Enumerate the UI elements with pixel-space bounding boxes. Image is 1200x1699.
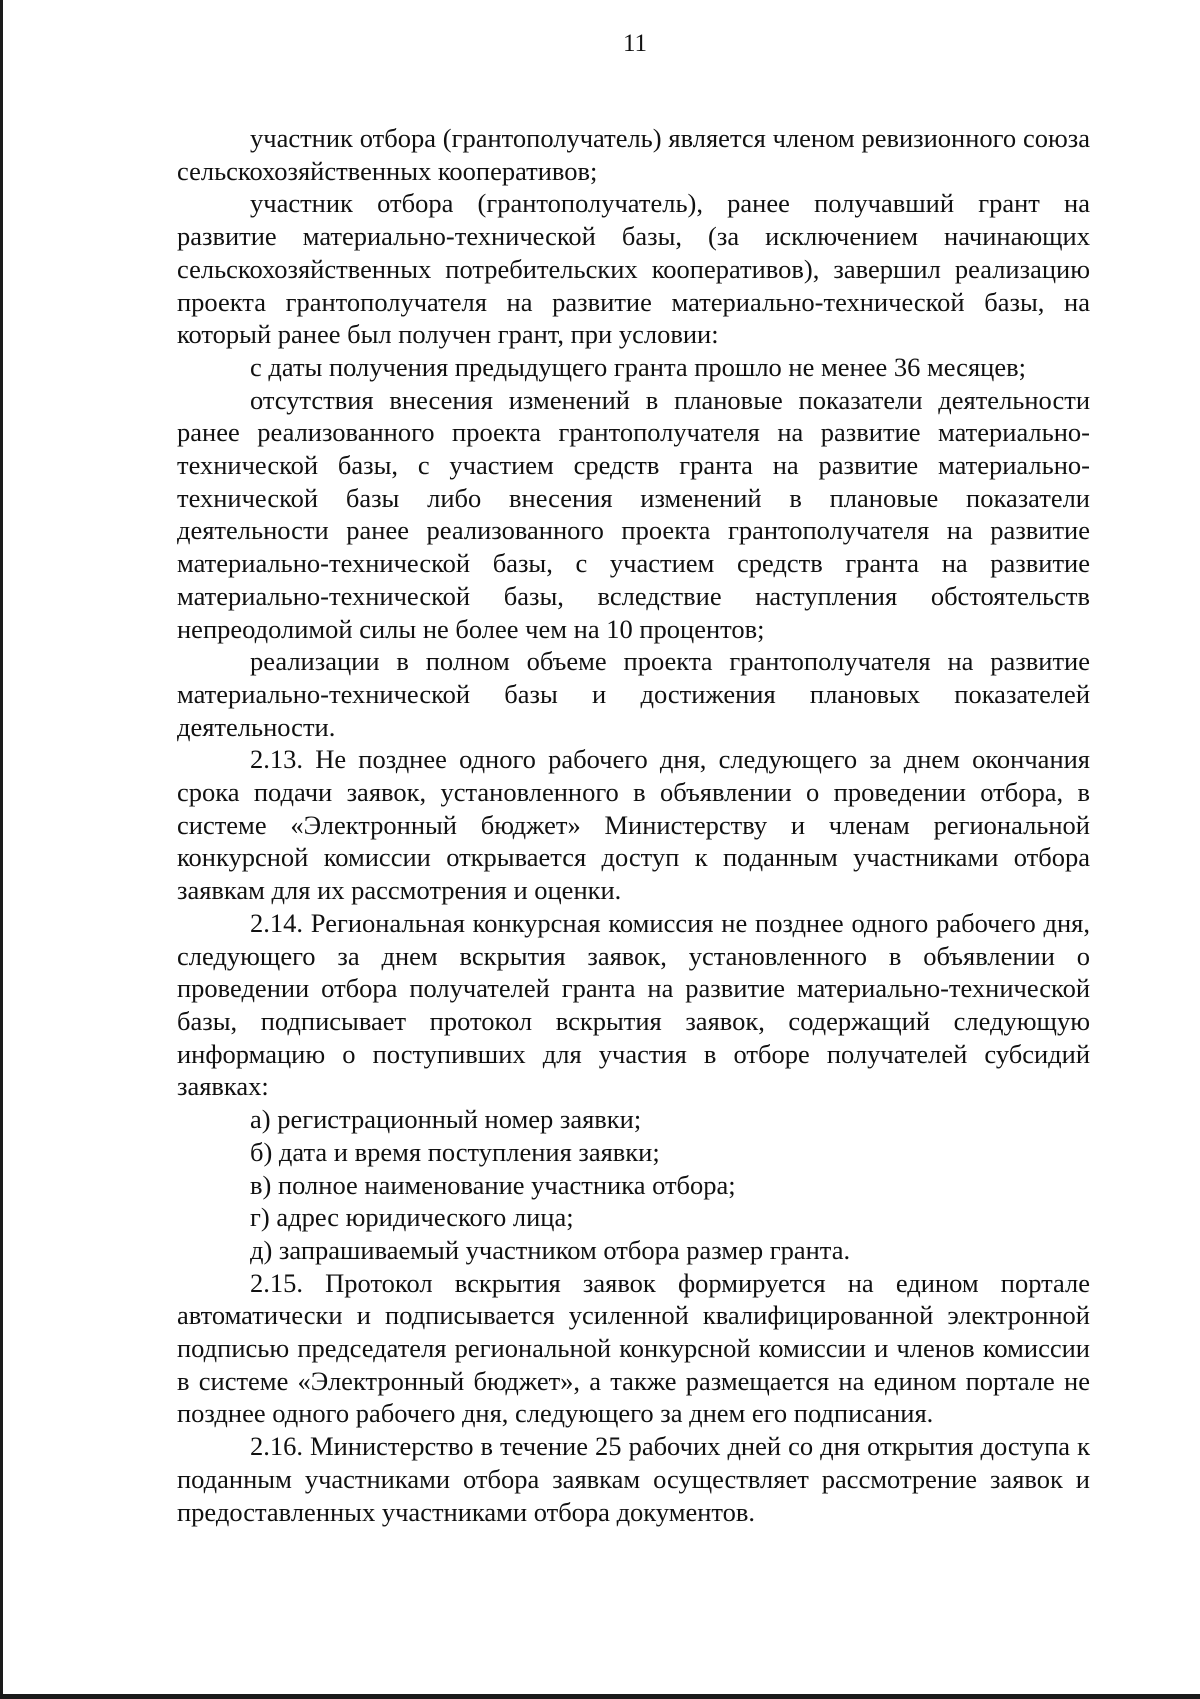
paragraph-revision-union-member: участник отбора (грантополучатель) является членом ревизионного союза сельскохозяйственных кооперативов; xyxy=(177,123,1090,186)
list-item-d: д) запрашиваемый участником отбора размер гранта. xyxy=(250,1234,851,1265)
paragraph-no-plan-changes: отсутствия внесения изменений в плановые показатели деятельности ранее реализованного проекта грантополучателя на развитие материально-технической базы, с участием средств гранта на развитие материально-технической базы либо внесения изменений в плановые показатели деятельности ранее реализованного проекта грантополучателя на развитие материально-технической базы, с участием средств гранта на развитие материально-технической базы, вследствие наступления обстоятельств непреодолимой силы не более чем на 10 процентов; xyxy=(177,384,1090,644)
paragraph-2-13: 2.13. Не позднее одного рабочего дня, следующего за днем окончания срока подачи заявок, установленного в объявлении о проведении отбора, в системе «Электронный бюджет» Министерству и членам региональной конкурсной комиссии открывается доступ к поданным участниками отбора заявкам для их рассмотрения и оценки. xyxy=(177,744,1090,906)
paragraph-2-16: 2.16. Министерство в течение 25 рабочих дней со дня открытия доступа к поданным участниками отбора заявкам осуществляет рассмотрение заявок и предоставленных участниками отбора документов. xyxy=(177,1431,1090,1527)
paragraph-previous-grant-condition: участник отбора (грантополучатель), ранее получавший грант на развитие материально-технической базы, (за исключением начинающих сельскохозяйственных потребительских кооперативов), завершил реализацию проекта грантополучателя на развитие материально-технической базы, на который ранее был получен грант, при условии: xyxy=(177,188,1090,350)
document-body xyxy=(177,122,1090,1528)
list-item-b: б) дата и время поступления заявки; xyxy=(250,1136,660,1167)
list-item-v: в) полное наименование участника отбора; xyxy=(250,1169,736,1200)
list-item-a: а) регистрационный номер заявки; xyxy=(250,1104,642,1135)
scan-bottom-edge xyxy=(0,1694,1200,1699)
paragraph-2-14: 2.14. Региональная конкурсная комиссия не позднее одного рабочего дня, следующего за днем вскрытия заявок, установленного в объявлении о проведении отбора получателей гранта на развитие материально-технической базы, подписывает протокол вскрытия заявок, содержащий следующую информацию о поступивших для участия в отборе получателей субсидий заявках: xyxy=(177,907,1090,1102)
list-item-g: г) адрес юридического лица; xyxy=(250,1202,574,1233)
scan-left-edge xyxy=(0,0,3,1699)
page-number: 11 xyxy=(622,30,648,57)
paragraph-2-15: 2.15. Протокол вскрытия заявок формируется на едином портале автоматически и подписывается усиленной квалифицированной электронной подписью председателя региональной конкурсной комиссии и членов комиссии в системе «Электронный бюджет», а также размещается на едином портале не позднее одного рабочего дня, следующего за днем его подписания. xyxy=(177,1267,1090,1429)
paragraph-full-implementation: реализации в полном объеме проекта грантополучателя на развитие материально-технической базы и достижения плановых показателей деятельности. xyxy=(177,646,1090,742)
paragraph-36-months: с даты получения предыдущего гранта прошло не менее 36 месяцев; xyxy=(250,351,1026,382)
